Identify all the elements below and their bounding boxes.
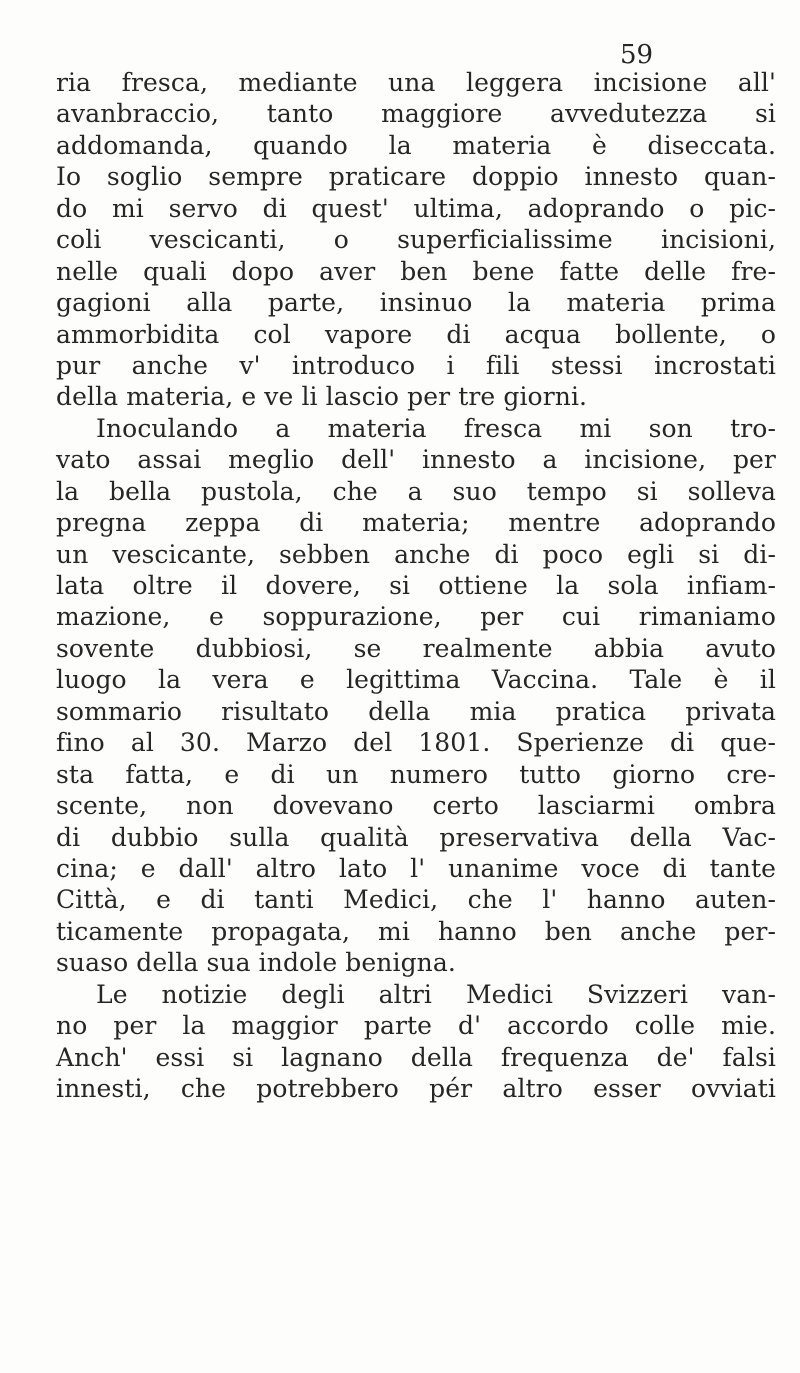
text-line: scente, non dovevano certo lasciarmi ombra: [56, 791, 776, 821]
body-text: [56, 67, 776, 1104]
text-line: avanbraccio, tanto maggiore avvedutezza si: [56, 99, 776, 129]
text-line: Anch' essi si lagnano della frequenza de' falsi: [56, 1042, 776, 1072]
text-line: Le notizie degli altri Medici Svizzeri van-: [96, 979, 776, 1009]
text-line: no per la maggior parte d' accordo colle mie.: [56, 1011, 776, 1041]
text-line: un vescicante, sebben anche di poco egli si di-: [56, 539, 776, 569]
text-line: sovente dubbiosi, se realmente abbia avuto: [56, 633, 776, 663]
text-line: fino al 30. Marzo del 1801. Sperienze di que-: [56, 728, 776, 758]
text-line: Io soglio sempre praticare doppio innesto quan-: [56, 162, 776, 192]
text-line: della materia, e ve li lascio per tre giorni.: [56, 382, 588, 412]
text-line: nelle quali dopo aver ben bene fatte delle fre-: [56, 256, 776, 286]
text-line: ammorbidita col vapore di acqua bollente, o: [56, 319, 776, 349]
text-line: lata oltre il dovere, si ottiene la sola infiam-: [56, 571, 776, 600]
text-line: cina; e dall' altro lato l' unanime voce di tante: [56, 853, 776, 883]
paragraph: [56, 979, 776, 1105]
text-line: do mi servo di quest' ultima, adoprando o pic-: [56, 193, 776, 223]
text-line: la bella pustola, che a suo tempo si solleva: [56, 476, 776, 506]
text-line: suaso della sua indole benigna.: [56, 948, 456, 978]
page-number: 59: [620, 40, 654, 70]
text-line: innesti, che potrebbero pér altro esser ovviati: [56, 1074, 776, 1103]
paragraph: [56, 67, 776, 413]
text-line: Città, e di tanti Medici, che l' hanno auten-: [56, 885, 776, 915]
text-line: coli vescicanti, o superficialissime incisioni,: [56, 225, 776, 255]
text-line: sommario risultato della mia pratica privata: [56, 696, 776, 726]
text-line: gagioni alla parte, insinuo la materia prima: [56, 288, 776, 318]
text-line: luogo la vera e legittima Vaccina. Tale è il: [56, 665, 776, 695]
text-line: ticamente propagata, mi hanno ben anche per-: [56, 916, 776, 946]
text-line: ria fresca, mediante una leggera incisione all': [56, 68, 776, 97]
text-line: mazione, e soppurazione, per cui rimaniamo: [56, 602, 776, 632]
text-line: pur anche v' introduco i fili stessi incrostati: [56, 350, 776, 380]
text-line: addomanda, quando la materia è diseccata.: [56, 130, 776, 160]
paragraph: [56, 413, 776, 979]
text-line: Inoculando a materia fresca mi son tro-: [96, 413, 776, 443]
text-line: di dubbio sulla qualità preservativa della Vac-: [56, 822, 776, 852]
text-line: pregna zeppa di materia; mentre adoprando: [56, 508, 776, 538]
text-line: vato assai meglio dell' innesto a incisione, per: [56, 445, 776, 475]
text-line: sta fatta, e di un numero tutto giorno cre-: [56, 759, 776, 789]
